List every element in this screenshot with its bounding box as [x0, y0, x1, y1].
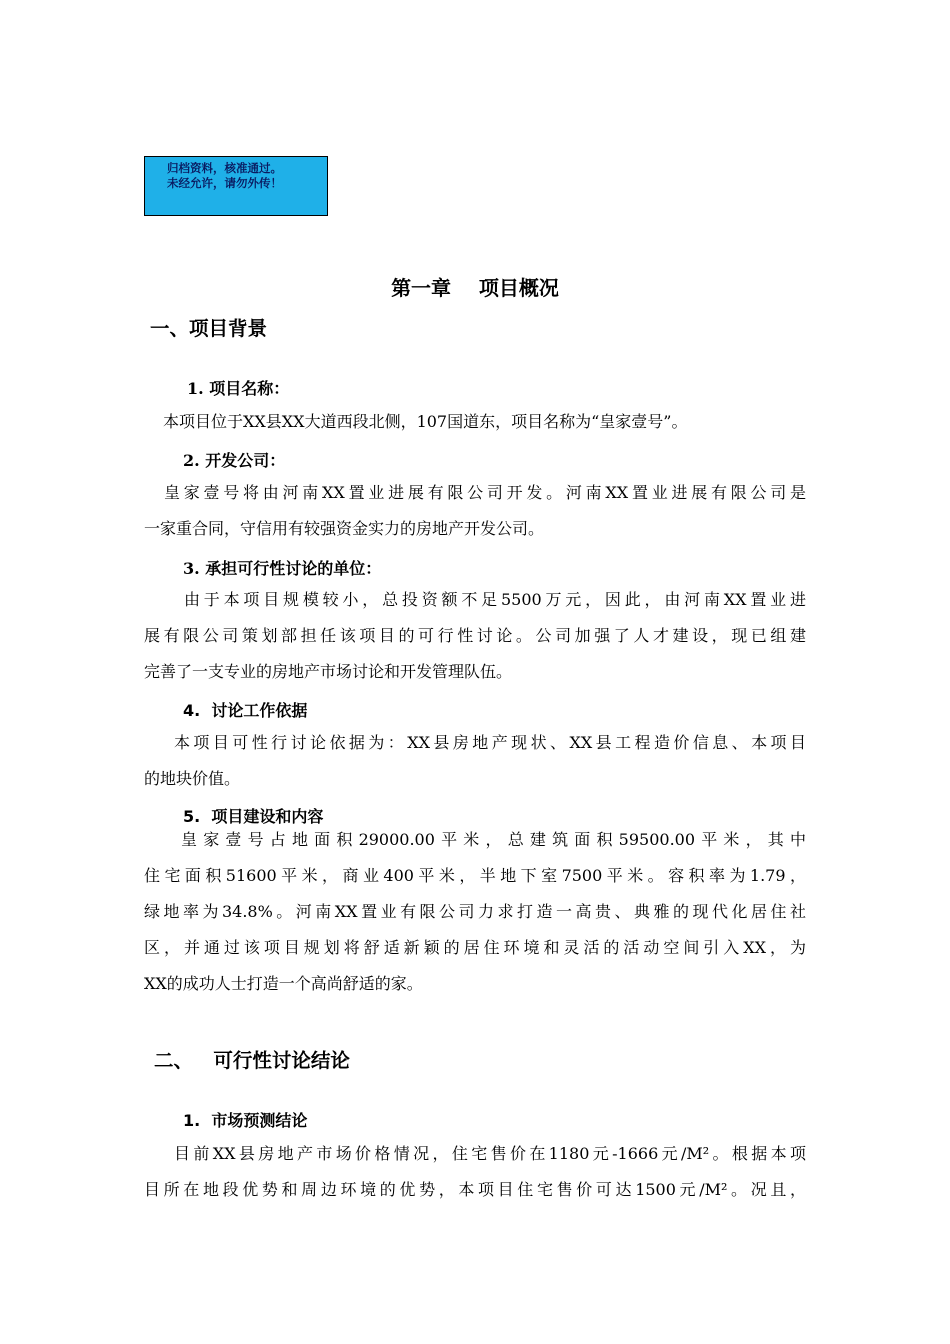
item-5-heading: 5. 项目建设和内容 — [183, 807, 324, 826]
item-1-body — [163, 404, 823, 440]
section-2-title: 二、 可行性讨论结论 — [154, 1049, 350, 1072]
item-3-heading: 3. 承担可行性讨论的单位： — [183, 559, 382, 578]
item-1-heading: 1. 项目名称： — [187, 379, 290, 398]
item-5-line-5: XX的成功人士打造一个高尚舒适的家。 — [144, 974, 423, 993]
stamp-line-2: 未经允许，请勿外传！ — [167, 176, 282, 190]
item-3-line-3: 完善了一支专业的房地产市场讨论和开发管理队伍。 — [144, 662, 513, 681]
archive-stamp — [144, 156, 328, 216]
item-2-body — [144, 475, 806, 547]
chapter-title: 第一章 项目概况 — [391, 276, 559, 300]
item-3-line-2: 展有限公司策划部担任该项目的可行性讨论。公司加强了人才建设，现已组建 — [144, 626, 806, 645]
item-2-line-2: 一家重合同，守信用有较强资金实力的房地产开发公司。 — [144, 519, 545, 538]
item-1-line-1: 本项目位于XX县XX大道西段北侧，107国道东，项目名称为“皇家壹号”。 — [163, 412, 688, 431]
item-5-body — [144, 822, 806, 1002]
stamp-line-1: 归档资料，核准通过。 — [167, 161, 282, 175]
section-2-item-1-body — [144, 1136, 806, 1208]
item-5-line-2: 住宅面积51600平米，商业400平米，半地下室7500平米。容积率为1.79， — [144, 866, 806, 885]
item-4-body — [144, 725, 806, 797]
section-2-item-1-heading: 1. 市场预测结论 — [183, 1111, 308, 1130]
item-3-line-1: 由于本项目规模较小，总投资额不足5500万元，因此，由河南XX置业进 — [184, 590, 806, 609]
section-2-item-1-line-1: 目前XX县房地产市场价格情况，住宅售价在1180元-1666元/M²。根据本项 — [174, 1144, 806, 1163]
section-2-item-1-line-2: 目所在地段优势和周边环境的优势，本项目住宅售价可达1500元/M²。况且， — [144, 1180, 806, 1199]
item-5-line-1: 皇家壹号占地面积29000.00平米，总建筑面积59500.00平米，其中 — [181, 830, 806, 849]
item-4-line-1: 本项目可性行讨论依据为：XX县房地产现状、XX县工程造价信息、本项目 — [174, 733, 806, 752]
item-4-heading: 4. 讨论工作依据 — [183, 701, 308, 720]
item-5-line-4: 区，并通过该项目规划将舒适新颖的居住环境和灵活的活动空间引入XX，为 — [144, 938, 806, 957]
item-2-heading: 2. 开发公司： — [183, 451, 286, 470]
item-3-body — [144, 582, 806, 690]
item-2-line-1: 皇家壹号将由河南XX置业进展有限公司开发。河南XX置业进展有限公司是 — [164, 483, 806, 502]
item-5-line-3: 绿地率为34.8%。河南XX置业有限公司力求打造一高贵、典雅的现代化居住社 — [144, 902, 806, 921]
item-4-line-2: 的地块价值。 — [144, 769, 241, 788]
section-1-title: 一、项目背景 — [150, 317, 268, 340]
